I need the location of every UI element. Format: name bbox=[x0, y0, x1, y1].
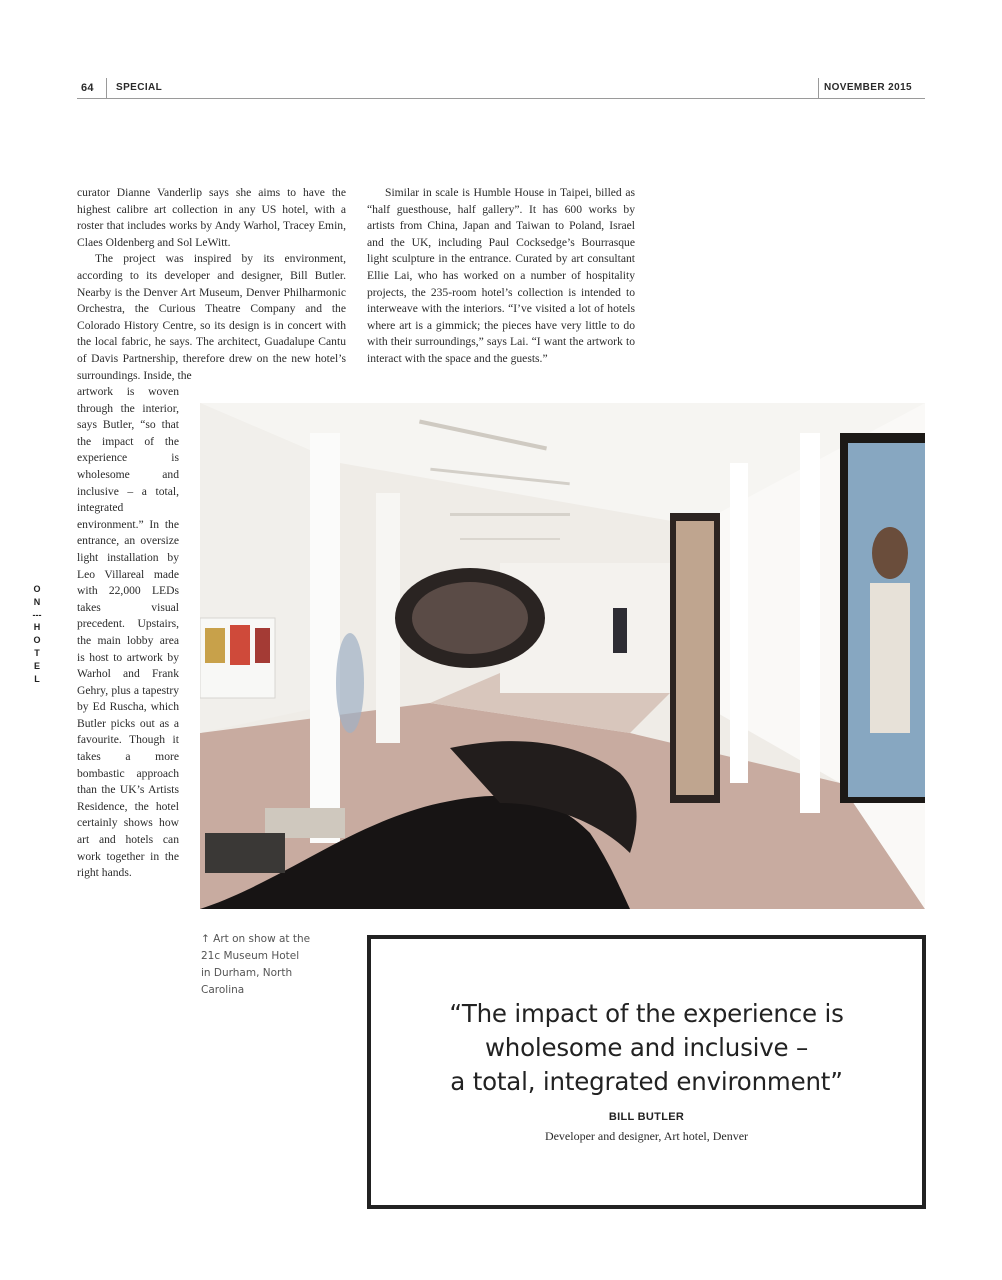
side-letter: O bbox=[33, 584, 41, 594]
article-column-1-continued: artwork is woven through the interior, says Butler, “so that the impact of the experience is wholesome and inclusive – a total, integrated environment.” In the entrance, an oversize light installation by Leo Villareal made with 22,000 LEDs takes visual precedent. Upstairs, the main lobby area is host to artwork by Warhol and Frank Gehry, plus a tapestry by Ed Ruscha, which Butler picks out as a favourite. Though it takes a more bombastic approach than the UK’s Artists Residence, the hotel certainly shows how art and hotels can work together in the right hands. bbox=[77, 385, 179, 880]
issue-date: NOVEMBER 2015 bbox=[823, 82, 912, 93]
quote-attribution-name: BILL BUTLER bbox=[608, 1111, 685, 1123]
side-letter: H bbox=[33, 622, 41, 633]
page-number: 64 bbox=[81, 82, 94, 94]
photo-caption bbox=[201, 931, 311, 999]
paragraph: curator Dianne Vanderlip says she aims to have the highest calibre art collection in any US hotel, with a roster that includes works by Andy Warhol, Tracey Emin, Claes Oldenberg and Sol LeWitt. bbox=[77, 186, 346, 249]
side-letter: O bbox=[33, 635, 41, 646]
side-letter: E bbox=[33, 660, 40, 671]
header-divider bbox=[106, 78, 107, 98]
pull-quote-line: “The impact of the experience is bbox=[449, 999, 844, 1028]
article-column-1 bbox=[77, 185, 346, 384]
section-label: SPECIAL bbox=[116, 82, 163, 93]
quote-attribution-role: Developer and designer, Art hotel, Denver bbox=[544, 1129, 749, 1143]
article-column-2 bbox=[367, 185, 635, 368]
gallery-illustration bbox=[200, 403, 925, 909]
header-divider bbox=[818, 78, 819, 98]
side-letter: N bbox=[33, 596, 41, 607]
side-letter: L bbox=[34, 673, 40, 684]
side-letter: T bbox=[34, 647, 40, 658]
pull-quote-line: wholesome and inclusive – bbox=[484, 1033, 809, 1062]
paragraph: Similar in scale is Humble House in Taipei, billed as “half guesthouse, half gallery”. It has 600 works by artists from China, Japan and Taiwan to Poland, Israel and the UK, including Paul Cocksedge’s Bourrasque light sculpture in the entrance. Curated by art consultant Ellie Lai, who has worked on a number of hospitality projects, the 235-room hotel’s collection is intended to interweave with the interiors. “I’ve visited a lot of hotels where art is a gimmick; the pieces have very little to do with their surroundings,” says Lai. “I want the artwork to interact with the space and the guests.” bbox=[367, 186, 635, 365]
gallery-photo bbox=[200, 403, 925, 909]
arrow-up-icon: ↑ bbox=[201, 933, 210, 945]
side-letter: --- bbox=[32, 609, 42, 620]
pull-quote-line: a total, integrated environment” bbox=[450, 1067, 843, 1096]
side-section-label bbox=[30, 583, 44, 685]
paragraph: The project was inspired by its environment, according to its developer and designer, Bill Butler. Nearby is the Denver Art Museum, Denver Philharmonic Orchestra, the Curious Theatre Company and the Colorado History Centre, so its design is in concert with the local fabric, he says. The architect, Guadalupe Cantu of Davis Partnership, therefore drew on the new hotel’s surroundings. Inside, the bbox=[77, 252, 346, 382]
pull-quote bbox=[371, 997, 922, 1099]
page-header bbox=[77, 78, 925, 99]
caption-text: Art on show at the 21c Museum Hotel in Durham, North Carolina bbox=[201, 933, 311, 996]
pull-quote-box bbox=[367, 935, 926, 1209]
